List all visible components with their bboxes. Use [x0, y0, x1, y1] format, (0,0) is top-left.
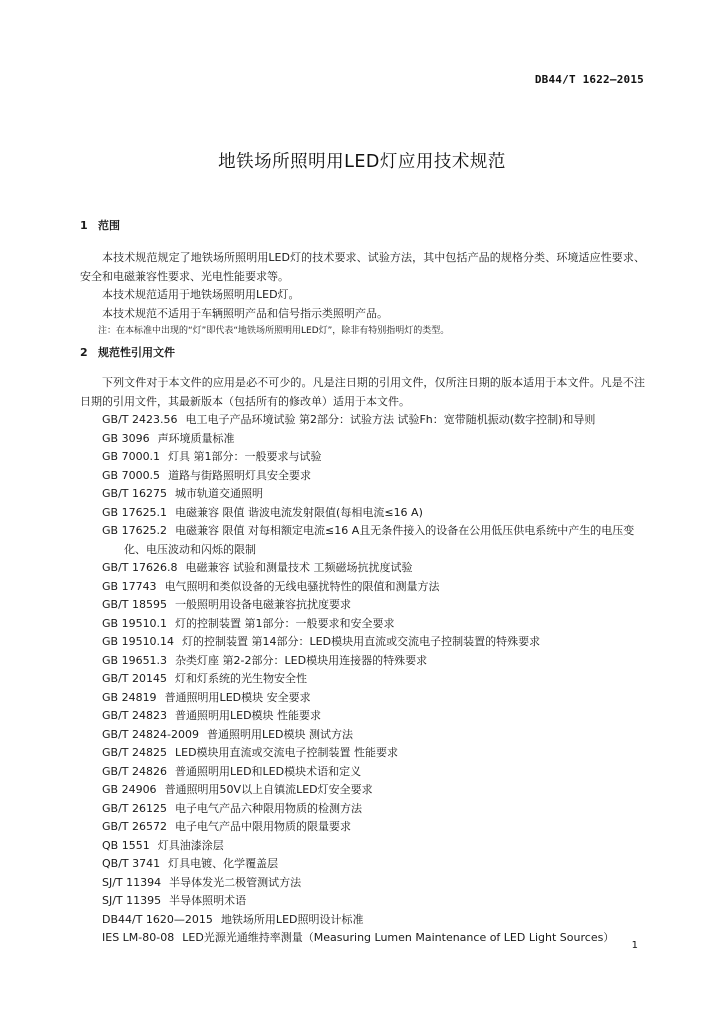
reference-code: GB/T 16275: [102, 487, 167, 500]
reference-item: [102, 485, 645, 504]
reference-item: [102, 522, 645, 559]
paragraph: 下列文件对于本文件的应用是必不可少的。凡是注日期的引用文件，仅所注日期的版本适用于本文件。凡是不注日期的引用文件，其最新版本（包括所有的修改单）适用于本文件。: [80, 376, 645, 408]
reference-code: GB 7000.1: [102, 450, 161, 463]
reference-code: GB 17743: [102, 579, 157, 593]
reference-item: [102, 689, 645, 708]
paragraph: 本技术规范适用于地铁场照明用LED灯。: [102, 288, 300, 301]
reference-item: [102, 781, 645, 800]
reference-item: [102, 744, 645, 763]
reference-item: [102, 411, 645, 430]
reference-title: 城市轨道交通照明: [175, 487, 263, 500]
page-title: 地铁场所照明用LED灯应用技术规范: [218, 152, 506, 172]
reference-title: 电工电子产品环境试验 第2部分：试验方法 试验Fh：宽带随机振动(数字控制)和导则: [185, 413, 596, 426]
reference-code: GB 19651.3: [102, 653, 168, 667]
reference-item: [102, 763, 645, 782]
reference-title: 灯具油漆涂层: [157, 838, 224, 852]
reference-title: 电磁兼容 试验和测量技术 工频磁场抗扰度试验: [185, 561, 413, 574]
note: 注：在本标准中出现的“灯”即代表“地铁场所照明用LED灯”，除非有特别指明灯的类型。: [98, 326, 450, 336]
reference-title: 灯的控制装置 第1部分：一般要求和安全要求: [175, 616, 395, 630]
section-heading: [80, 217, 645, 235]
reference-code: DB44/T 1620—2015: [102, 912, 213, 926]
reference-code: GB 24819: [102, 690, 157, 704]
reference-code: GB/T 24824-2009: [102, 727, 199, 741]
reference-title: 半导体照明术语: [169, 894, 247, 907]
reference-code: GB/T 26125: [102, 801, 167, 815]
reference-item: [102, 430, 645, 449]
reference-title: 电磁兼容 限值 谐波电流发射限值(每相电流≤16 A): [175, 505, 423, 519]
reference-code: GB 7000.5: [102, 468, 161, 482]
reference-code: GB 17625.1: [102, 505, 168, 519]
reference-item: [102, 818, 645, 837]
reference-code: GB/T 17626.8: [102, 561, 178, 574]
reference-title: 电磁兼容 限值 对每相额定电流≤16 A且无条件接入的设备在公用低压供电系统中产生的电压变化、电压波动和闪烁的限制: [124, 524, 635, 556]
reference-title: 普通照明用50V以上自镇流LED灯安全要求: [164, 783, 373, 796]
reference-item: [102, 837, 645, 856]
reference-item: [102, 929, 645, 948]
reference-title: 灯具 第1部分：一般要求与试验: [168, 450, 322, 463]
reference-code: GB/T 24826: [102, 764, 167, 778]
reference-item: [102, 726, 645, 745]
reference-code: GB/T 26572: [102, 820, 167, 833]
reference-code: QB/T 3741: [102, 857, 161, 870]
reference-title: 道路与街路照明灯具安全要求: [168, 468, 312, 482]
section-title: 范围: [98, 219, 120, 232]
reference-item: [102, 559, 645, 578]
reference-item: [102, 448, 645, 467]
reference-item: [102, 874, 645, 893]
reference-title: LED光源光通维持率测量（Measuring Lumen Maintenance of LED Light Sources）: [182, 931, 615, 944]
reference-code: IES LM-80-08: [102, 931, 175, 944]
reference-title: 普通照明用LED和LED模块术语和定义: [175, 764, 362, 778]
reference-title: 灯和灯系统的光生物安全性: [175, 672, 307, 685]
reference-item: [102, 911, 645, 930]
reference-title: 一般照明用设备电磁兼容抗扰度要求: [175, 598, 351, 611]
paragraph: 本技术规范规定了地铁场所照明用LED灯的技术要求、试验方法，其中包括产品的规格分类、环境适应性要求、安全和电磁兼容性要求、光电性能要求等。: [80, 251, 645, 283]
reference-title: 灯的控制装置 第14部分：LED模块用直流或交流电子控制装置的特殊要求: [182, 635, 541, 648]
reference-title: 半导体发光二极管测试方法: [169, 875, 302, 889]
section-scope: [80, 217, 645, 339]
reference-item: [102, 596, 645, 615]
reference-item: [102, 670, 645, 689]
reference-code: GB/T 24823: [102, 709, 167, 722]
reference-item: [102, 504, 645, 523]
section-heading: [80, 344, 645, 362]
reference-title: LED模块用直流或交流电子控制装置 性能要求: [175, 746, 399, 759]
reference-code: GB/T 20145: [102, 672, 167, 685]
reference-item: [102, 652, 645, 671]
reference-code: GB/T 24825: [102, 746, 167, 759]
section-title: 规范性引用文件: [98, 346, 175, 359]
paragraph: 本技术规范不适用于车辆照明产品和信号指示类照明产品。: [102, 306, 388, 320]
reference-title: 普通照明用LED模块 测试方法: [206, 727, 353, 741]
reference-code: QB 1551: [102, 838, 150, 852]
section-number: 1: [80, 219, 88, 232]
reference-item: [102, 633, 645, 652]
document-code: DB44/T 1622—2015: [534, 73, 644, 86]
reference-title: 电子电气产品中限用物质的限量要求: [175, 820, 351, 833]
reference-code: GB/T 2423.56: [102, 413, 178, 426]
section-normative-references: [80, 344, 645, 948]
reference-item: [102, 615, 645, 634]
reference-code: GB 19510.1: [102, 616, 168, 630]
reference-title: 灯具电镀、化学覆盖层: [168, 857, 279, 870]
reference-item: [102, 707, 645, 726]
section-number: 2: [80, 346, 88, 359]
reference-title: 电子电气产品六种限用物质的检测方法: [175, 801, 362, 815]
reference-code: SJ/T 11395: [102, 894, 162, 907]
page-number: 1: [631, 940, 638, 951]
reference-item: [102, 892, 645, 911]
reference-code: GB 17625.2: [102, 524, 168, 537]
reference-code: GB 24906: [102, 783, 157, 796]
reference-item: [102, 855, 645, 874]
reference-title: 普通照明用LED模块 性能要求: [175, 709, 322, 722]
reference-list: [80, 411, 645, 948]
reference-code: GB 19510.14: [102, 635, 175, 648]
reference-title: 声环境质量标准: [157, 431, 235, 445]
reference-title: 普通照明用LED模块 安全要求: [164, 690, 311, 704]
reference-item: [102, 467, 645, 486]
reference-item: [102, 800, 645, 819]
reference-code: GB 3096: [102, 431, 150, 445]
reference-item: [102, 578, 645, 597]
reference-code: SJ/T 11394: [102, 875, 162, 889]
reference-title: 地铁场所用LED照明设计标准: [220, 912, 364, 926]
reference-title: 电气照明和类似设备的无线电骚扰特性的限值和测量方法: [164, 579, 440, 593]
reference-title: 杂类灯座 第2-2部分：LED模块用连接器的特殊要求: [175, 653, 428, 667]
reference-code: GB/T 18595: [102, 598, 167, 611]
